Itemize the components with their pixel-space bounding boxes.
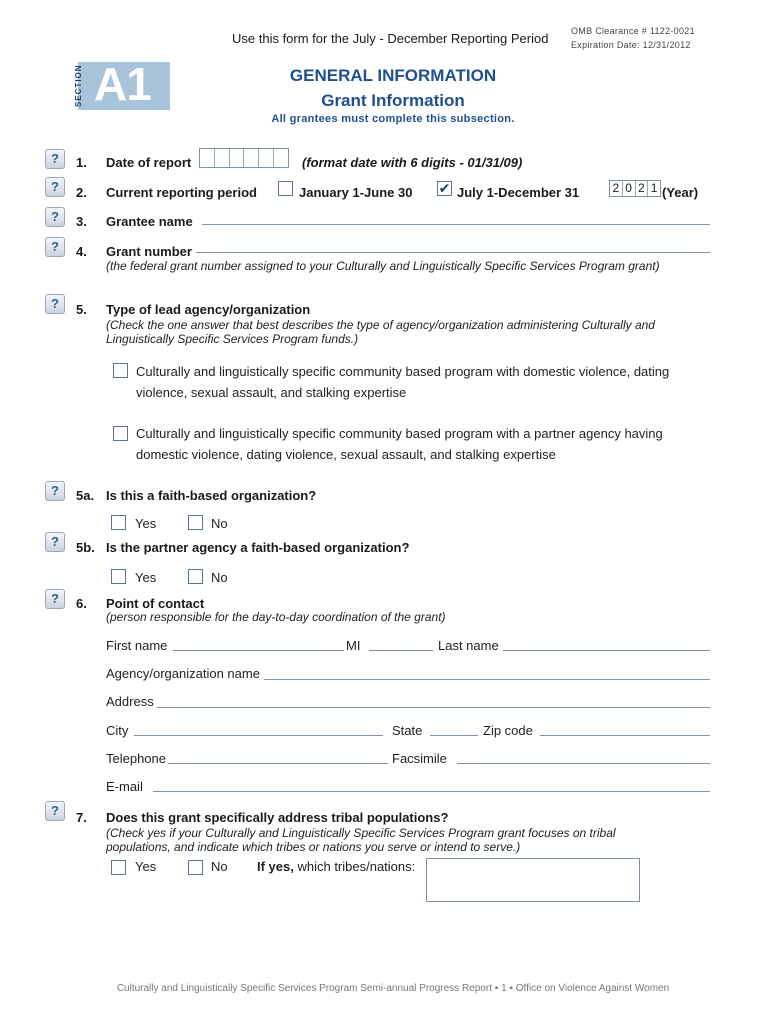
- tribal-yes-checkbox[interactable]: [111, 860, 126, 875]
- mi-label: MI: [346, 638, 361, 653]
- q7-label: Does this grant specifically address tribal populations?: [106, 810, 449, 825]
- first-name-label: First name: [106, 638, 168, 653]
- tribal-no-label: No: [211, 859, 228, 874]
- omb-info: [571, 24, 695, 52]
- last-name-label: Last name: [438, 638, 499, 653]
- q4-label: Grant number: [106, 244, 192, 259]
- year-digit: 2: [636, 181, 649, 196]
- q2-number: 2.: [76, 185, 87, 200]
- tribes-prompt-bold: If yes,: [257, 859, 294, 874]
- partner-faith-based-no-label: No: [211, 570, 228, 585]
- partner-faith-based-no-checkbox[interactable]: [188, 569, 203, 584]
- year-input[interactable]: [609, 180, 661, 197]
- tribal-yes-label: Yes: [135, 859, 157, 874]
- tribal-no-checkbox[interactable]: [188, 860, 203, 875]
- zip-label: Zip code: [483, 723, 533, 738]
- q6-note: (person responsible for the day-to-day coordination of the grant): [106, 610, 446, 624]
- period-jan-jun-checkbox[interactable]: [278, 181, 293, 196]
- partner-faith-based-yes-checkbox[interactable]: [111, 569, 126, 584]
- agency-name-label: Agency/organization name: [106, 666, 260, 681]
- q4-number: 4.: [76, 244, 87, 259]
- reporting-period-note: Use this form for the July - December Reporting Period: [232, 31, 549, 46]
- tribes-nations-textarea[interactable]: [426, 858, 640, 902]
- help-icon[interactable]: ?: [45, 589, 65, 609]
- help-icon[interactable]: ?: [45, 532, 65, 552]
- faith-based-no-label: No: [211, 516, 228, 531]
- q6-number: 6.: [76, 596, 87, 611]
- help-icon[interactable]: ?: [45, 177, 65, 197]
- q4-note: (the federal grant number assigned to your Culturally and Linguistically Specific Services Program grant): [106, 259, 660, 273]
- facsimile-label: Facsimile: [392, 751, 447, 766]
- q3-label: Grantee name: [106, 214, 193, 229]
- q5b-label: Is the partner agency a faith-based organization?: [106, 540, 410, 555]
- agency-type-option2-label: Culturally and linguistically specific community based program with a partner agency having domestic violence, dating violence, sexual assault, and stalking expertise: [136, 426, 663, 462]
- grant-number-field[interactable]: [196, 252, 710, 253]
- mi-field[interactable]: [369, 650, 433, 651]
- year-digit: 1: [650, 181, 658, 195]
- tribes-prompt-rest: which tribes/nations:: [293, 859, 416, 874]
- city-label: City: [106, 723, 129, 738]
- q5a-label: Is this a faith-based organization?: [106, 488, 317, 503]
- faith-based-no-checkbox[interactable]: [188, 515, 203, 530]
- page-footer: Culturally and Linguistically Specific Services Program Semi-annual Progress Report ▪ 1 ▪ Office on Violence Against Women: [116, 983, 670, 994]
- agency-type-option2-checkbox[interactable]: [113, 426, 128, 441]
- q6-label: Point of contact: [106, 596, 205, 611]
- q5a-number: 5a.: [76, 488, 95, 503]
- city-field[interactable]: [134, 735, 383, 736]
- first-name-field[interactable]: [173, 650, 344, 651]
- q5-label: Type of lead agency/organization: [106, 302, 311, 317]
- period-jul-dec-checkbox[interactable]: ✔: [438, 180, 451, 196]
- subsection-instruction: All grantees must complete this subsection.: [271, 113, 515, 125]
- year-digit: 2: [610, 181, 623, 196]
- q5-number: 5.: [76, 302, 87, 317]
- section-code: A1: [94, 58, 151, 110]
- agency-name-field[interactable]: [264, 679, 710, 680]
- grantee-name-field[interactable]: [202, 224, 710, 225]
- section-word: SECTION: [74, 64, 83, 108]
- partner-faith-based-yes-label: Yes: [135, 570, 157, 585]
- last-name-field[interactable]: [503, 650, 710, 651]
- agency-type-option1-checkbox[interactable]: [113, 363, 128, 378]
- state-label: State: [392, 723, 423, 738]
- page-subtitle: Grant Information: [321, 91, 465, 110]
- help-icon[interactable]: ?: [45, 294, 65, 314]
- year-digit: 0: [623, 181, 636, 196]
- agency-type-option1-label: Culturally and linguistically specific community based program with domestic violence, dating violence, sexual assault, and stalking expertise: [136, 364, 670, 400]
- tribes-prompt: [257, 859, 415, 874]
- q7-note: (Check yes if your Culturally and Linguistically Specific Services Program grant focuses on tribal populations, and indicate which tribes or nations you serve or intend to serve.): [106, 826, 616, 854]
- faith-based-yes-label: Yes: [135, 516, 157, 531]
- state-field[interactable]: [430, 735, 478, 736]
- address-label: Address: [106, 694, 154, 709]
- email-field[interactable]: [153, 791, 710, 792]
- faith-based-yes-checkbox[interactable]: [111, 515, 126, 530]
- period-jul-dec-label: July 1-December 31: [457, 185, 580, 200]
- q5-note: (Check the one answer that best describes the type of agency/organization administering Culturally and Linguistically Specific Services Program funds.): [106, 318, 655, 346]
- expiration-date: Expiration Date: 12/31/2012: [571, 40, 691, 50]
- q1-number: 1.: [76, 155, 87, 170]
- year-label: (Year): [662, 185, 699, 200]
- facsimile-field[interactable]: [457, 763, 710, 764]
- q2-label: Current reporting period: [106, 185, 257, 200]
- email-label: E-mail: [106, 779, 143, 794]
- q7-number: 7.: [76, 810, 87, 825]
- help-icon[interactable]: ?: [45, 801, 65, 821]
- page-title: GENERAL INFORMATION: [289, 66, 497, 85]
- omb-clearance: OMB Clearance # 1122-0021: [571, 26, 695, 36]
- period-jan-jun-label: January 1-June 30: [299, 185, 413, 200]
- zip-field[interactable]: [540, 735, 710, 736]
- help-icon[interactable]: ?: [45, 481, 65, 501]
- q5b-number: 5b.: [76, 540, 95, 555]
- date-of-report-input[interactable]: [199, 148, 289, 168]
- help-icon[interactable]: ?: [45, 207, 65, 227]
- help-icon[interactable]: ?: [45, 149, 65, 169]
- q3-number: 3.: [76, 214, 87, 229]
- date-format-note: (format date with 6 digits - 01/31/09): [302, 155, 523, 170]
- telephone-field[interactable]: [168, 763, 388, 764]
- address-field[interactable]: [157, 707, 710, 708]
- q1-label: Date of report: [106, 155, 192, 170]
- help-icon[interactable]: ?: [45, 237, 65, 257]
- telephone-label: Telephone: [106, 751, 166, 766]
